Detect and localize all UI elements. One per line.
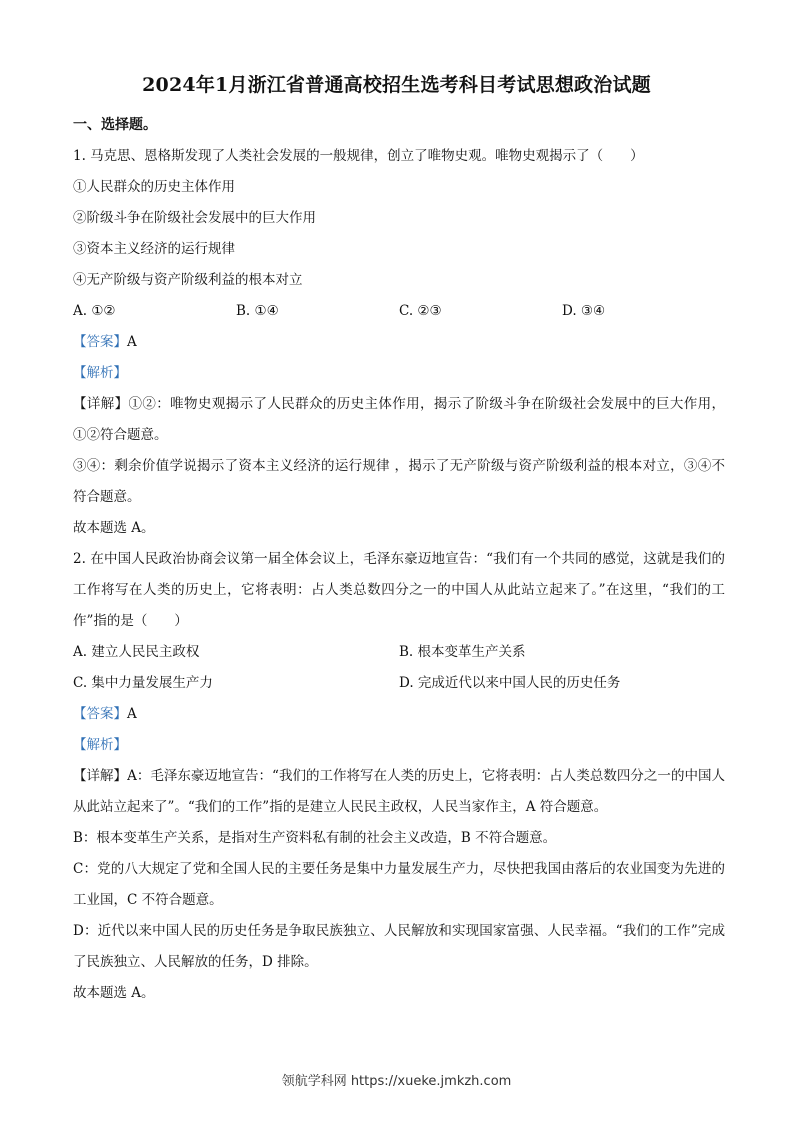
q1-answer: A: [127, 334, 137, 350]
q1-statement: ①人民群众的历史主体作用: [73, 179, 235, 195]
footer-watermark: 领航学科网 https://xueke.jmkzh.com: [281, 1074, 512, 1089]
q2-detail-c: C：党的八大规定了党和全国人民的主要任务是集中力量发展生产力，尽快把我国由落后的农业国变为先进的工业国，C 不符合题意。: [73, 861, 725, 908]
q1-detail-1: [73, 389, 725, 451]
q2-detail-b: B：根本变革生产关系，是指对生产资料私有制的社会主义改造，B 不符合题意。: [73, 830, 557, 846]
q2-options-row-2: [73, 668, 725, 699]
q1-answer-row: [73, 327, 725, 358]
q1-detail-text: ①②：唯物史观揭示了人民群众的历史主体作用，揭示了阶级斗争在阶级社会发展中的巨大作用，①②符合题意。: [73, 396, 726, 443]
q2-detail-a: [73, 761, 725, 823]
q1-option-d: D. ③④: [562, 303, 606, 319]
q2-option-c: C. 集中力量发展生产力: [73, 675, 213, 691]
analysis-tag: 【解析】: [73, 365, 127, 381]
q1-option-c: C. ②③: [399, 303, 442, 319]
document-body: [73, 110, 725, 1009]
q1-conclusion: 故本题选 A。: [73, 520, 155, 536]
q2-conclusion: 故本题选 A。: [73, 985, 155, 1001]
section-heading: 一、选择题。: [73, 117, 157, 133]
q1-stem: 1. 马克思、恩格斯发现了人类社会发展的一般规律，创立了唯物史观。唯物史观揭示了（ ）: [73, 148, 644, 164]
answer-tag: 【答案】: [73, 334, 127, 350]
q1-options: [73, 296, 725, 327]
detail-tag: 【详解】: [73, 768, 128, 784]
q1-statement: ③资本主义经济的运行规律: [73, 241, 235, 257]
q2-answer: A: [127, 706, 137, 722]
q1-detail-2: ③④：剩余价值学说揭示了资本主义经济的运行规律 ，揭示了无产阶级与资产阶级利益的根本对立，③④不符合题意。: [73, 458, 725, 505]
q2-detail-a-text: A：毛泽东豪迈地宣告：“我们的工作将写在人类的历史上，它将表明：占人类总数四分之一的中国人从此站立起来了”。“我们的工作”指的是建立人民民主政权，人民当家作主，A 符合题意。: [73, 768, 726, 815]
q2-options-row-1: [73, 637, 725, 668]
q1-option-b: B. ①④: [236, 303, 279, 319]
q2-stem: 2. 在中国人民政治协商会议第一届全体会议上，毛泽东豪迈地宣告：“我们有一个共同的感觉，这就是我们的工作将写在人类的历史上，它将表明：占人类总数四分之一的中国人从此站立起来了。”在这里，“我们的工作”指的是（ ）: [73, 551, 725, 629]
q2-option-d: D. 完成近代以来中国人民的历史任务: [399, 675, 621, 691]
q1-option-a: A. ①②: [73, 303, 116, 319]
q2-answer-row: [73, 699, 725, 730]
page-title: 2024年1月浙江省普通高校招生选考科目考试思想政治试题: [142, 74, 651, 96]
q1-analysis-row: [73, 358, 725, 389]
q2-detail-d: D：近代以来中国人民的历史任务是争取民族独立、人民解放和实现国家富强、人民幸福。“我们的工作”完成了民族独立、人民解放的任务，D 排除。: [73, 923, 725, 970]
answer-tag: 【答案】: [73, 706, 127, 722]
q1-statement: ②阶级斗争在阶级社会发展中的巨大作用: [73, 210, 316, 226]
q1-statement: ④无产阶级与资产阶级利益的根本对立: [73, 272, 303, 288]
q2-option-b: B. 根本变革生产关系: [399, 644, 526, 660]
q2-analysis-row: [73, 730, 725, 761]
analysis-tag: 【解析】: [73, 737, 127, 753]
q2-option-a: A. 建立人民民主政权: [73, 644, 200, 660]
detail-tag: 【详解】: [73, 396, 129, 412]
